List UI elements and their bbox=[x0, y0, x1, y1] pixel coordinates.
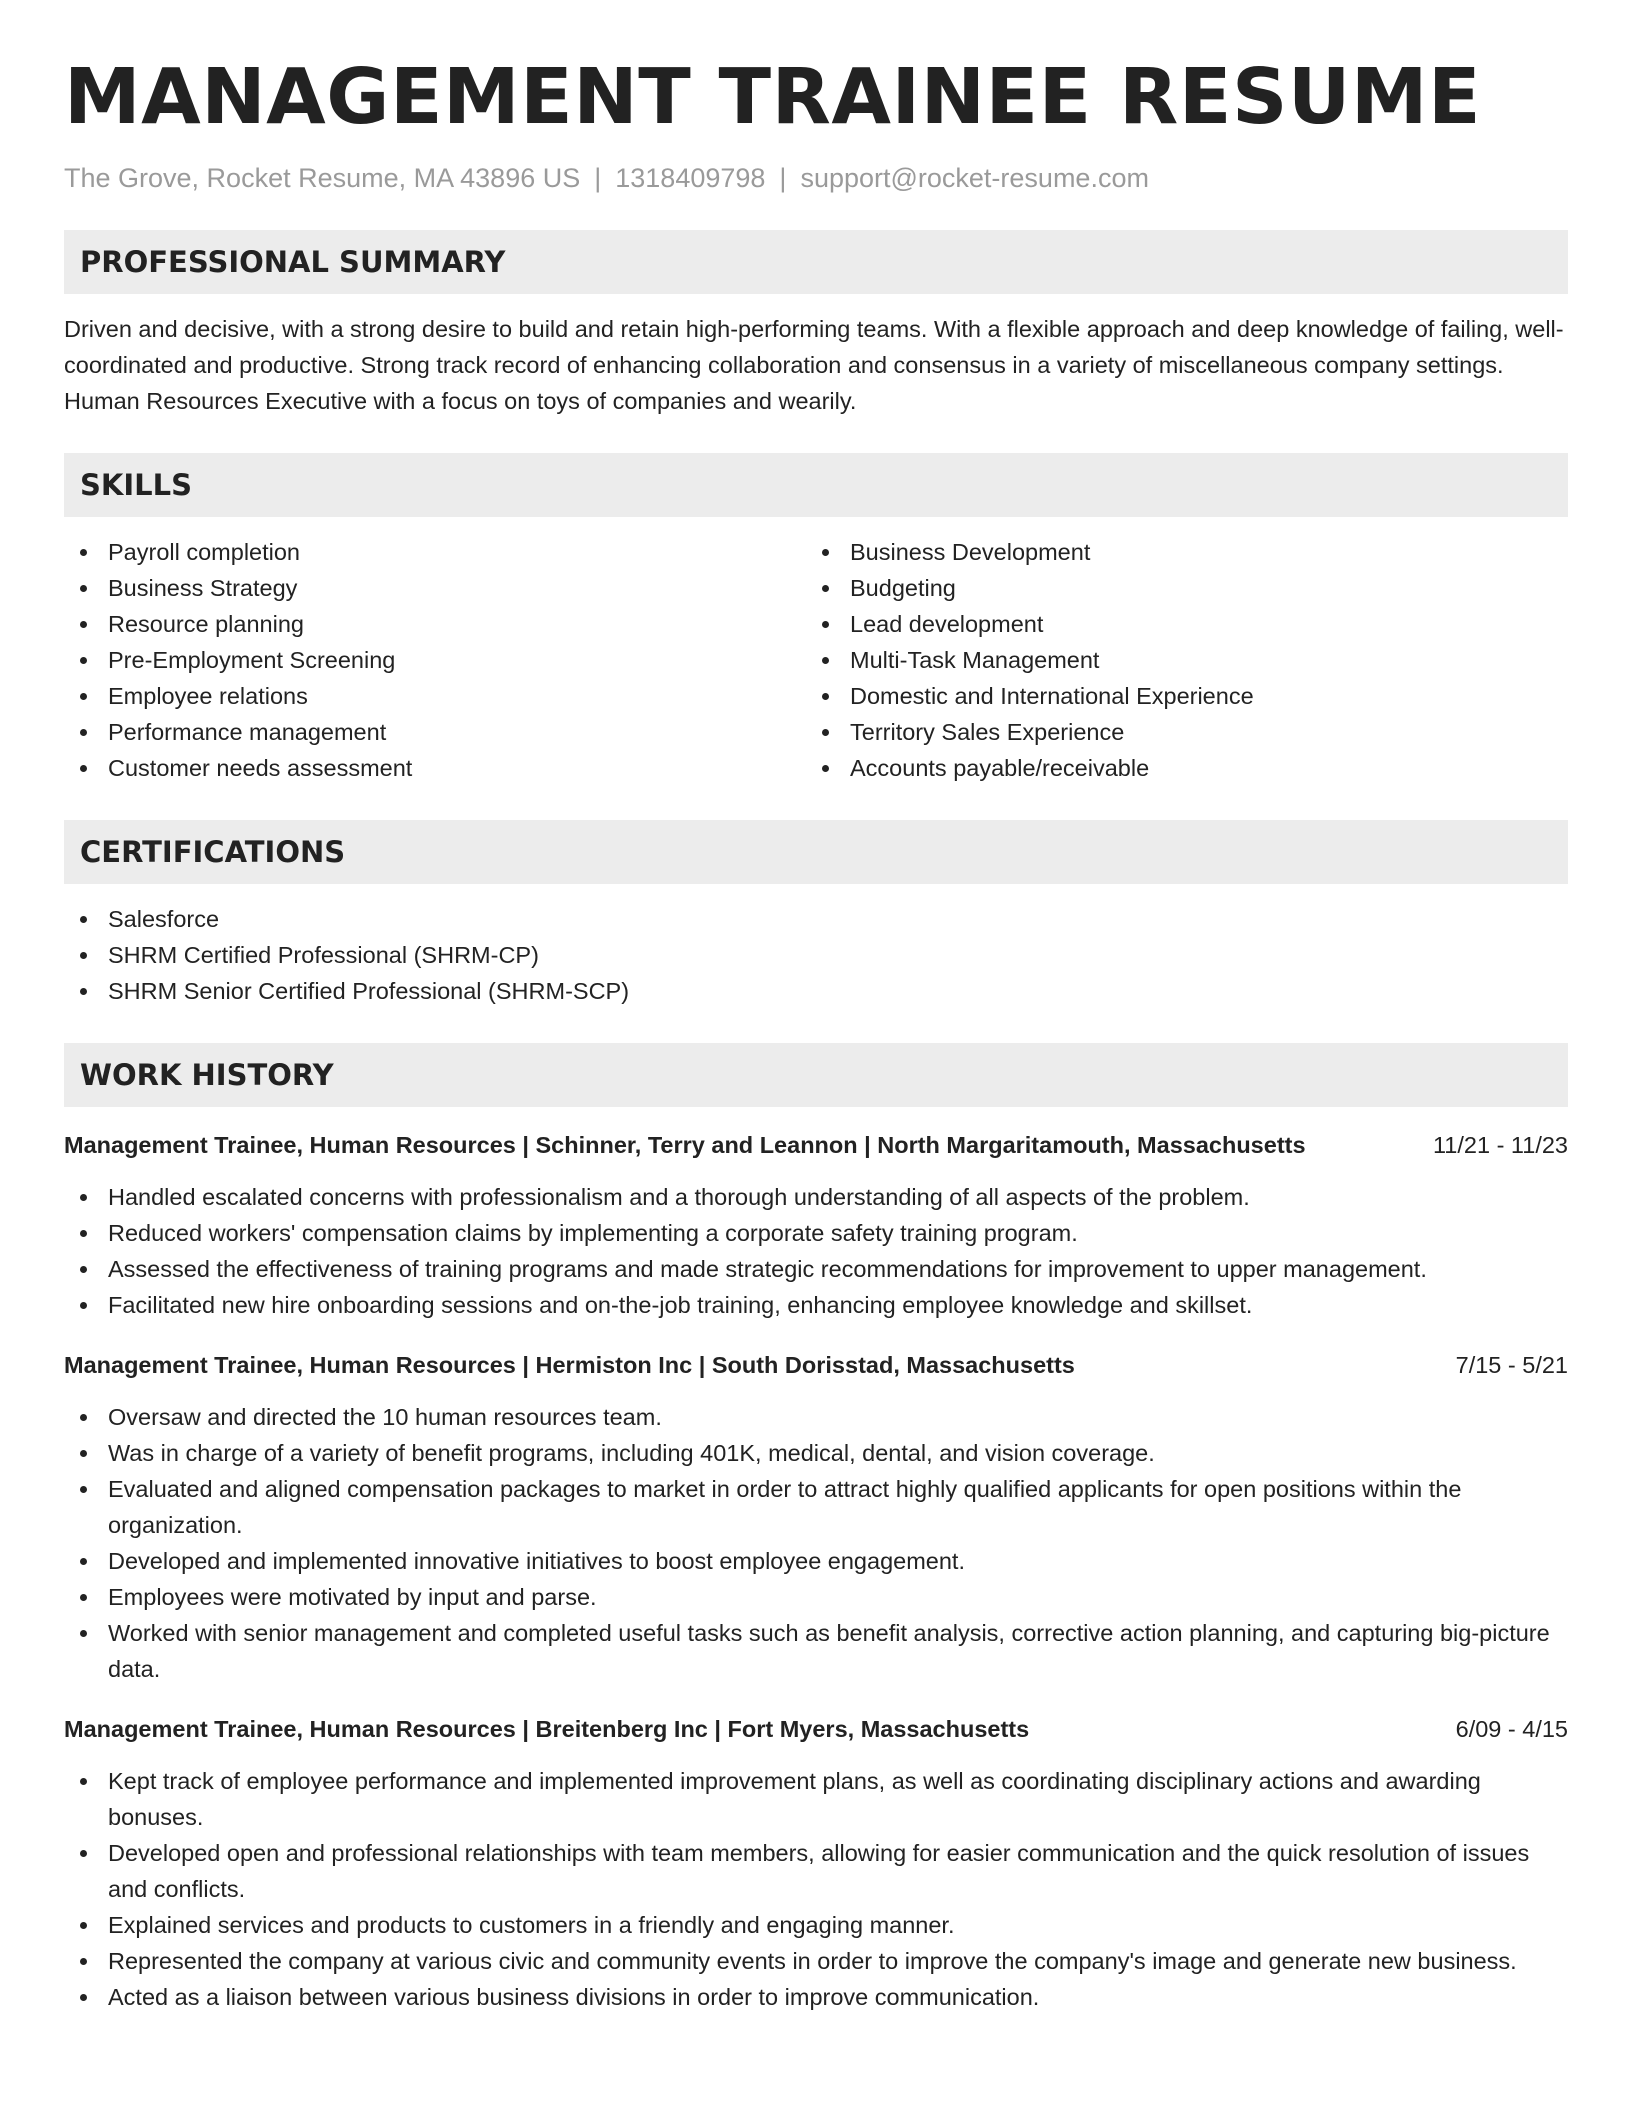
section-heading-certifications: CERTIFICATIONS bbox=[64, 820, 1568, 884]
job-bullet: Assessed the effectiveness of training programs and made strategic recommendations for improvement to upper management. bbox=[64, 1251, 1568, 1287]
job-bullets bbox=[64, 1399, 1568, 1687]
section-heading-summary: PROFESSIONAL SUMMARY bbox=[64, 230, 1568, 294]
job-bullet: Oversaw and directed the 10 human resources team. bbox=[64, 1399, 1568, 1435]
job-bullets bbox=[64, 1179, 1568, 1323]
contact-email: support@rocket-resume.com bbox=[800, 162, 1149, 193]
skill-item: Performance management bbox=[64, 714, 806, 750]
job-dates: 7/15 - 5/21 bbox=[1455, 1351, 1568, 1378]
contact-phone: 1318409798 bbox=[615, 162, 766, 193]
skills-column-right bbox=[806, 534, 1548, 786]
job-bullet: Acted as a liaison between various business divisions in order to improve communication. bbox=[64, 1979, 1568, 2015]
job-bullet: Represented the company at various civic and community events in order to improve the company's image and generate new business. bbox=[64, 1943, 1568, 1979]
job-bullet: Evaluated and aligned compensation packages to market in order to attract highly qualified applicants for open positions within the organization. bbox=[64, 1471, 1568, 1543]
job-entry bbox=[64, 1711, 1568, 2015]
skill-item: Employee relations bbox=[64, 678, 806, 714]
job-title: Management Trainee, Human Resources | Breitenberg Inc | Fort Myers, Massachusetts bbox=[64, 1715, 1030, 1742]
job-bullet: Reduced workers' compensation claims by implementing a corporate safety training program. bbox=[64, 1215, 1568, 1251]
skill-item: Lead development bbox=[806, 606, 1548, 642]
skill-item: Payroll completion bbox=[64, 534, 806, 570]
job-bullet: Kept track of employee performance and implemented improvement plans, as well as coordinating disciplinary actions and awarding bonuses. bbox=[64, 1763, 1568, 1835]
skills-list bbox=[64, 534, 1568, 786]
skill-item: Customer needs assessment bbox=[64, 750, 806, 786]
contact-separator: | bbox=[779, 162, 787, 193]
job-title: Management Trainee, Human Resources | Hermiston Inc | South Dorisstad, Massachusetts bbox=[64, 1351, 1075, 1378]
job-bullet: Developed open and professional relationships with team members, allowing for easier communication and the quick resolution of issues and conflicts. bbox=[64, 1835, 1568, 1907]
skill-item: Budgeting bbox=[806, 570, 1548, 606]
job-bullet: Explained services and products to customers in a friendly and engaging manner. bbox=[64, 1907, 1568, 1943]
job-bullet: Facilitated new hire onboarding sessions and on-the-job training, enhancing employee knowledge and skillset. bbox=[64, 1287, 1568, 1323]
job-dates: 6/09 - 4/15 bbox=[1455, 1715, 1568, 1742]
job-bullet: Employees were motivated by input and parse. bbox=[64, 1579, 1568, 1615]
contact-address: The Grove, Rocket Resume, MA 43896 US bbox=[64, 162, 581, 193]
job-entry bbox=[64, 1127, 1568, 1323]
skill-item: Domestic and International Experience bbox=[806, 678, 1548, 714]
skill-item: Business Strategy bbox=[64, 570, 806, 606]
job-bullets bbox=[64, 1763, 1568, 2015]
job-bullet: Developed and implemented innovative initiatives to boost employee engagement. bbox=[64, 1543, 1568, 1579]
summary-text: Driven and decisive, with a strong desire to build and retain high-performing teams. With a flexible approach and deep knowledge of failing, well-coordinated and productive. Strong track record of enhancing collaboration and consensus in a variety of miscellaneous company settings. Human Resources Executive with a focus on toys of companies and wearily. bbox=[64, 315, 1564, 414]
job-title: Management Trainee, Human Resources | Schinner, Terry and Leannon | North Margaritamouth, Massachusetts bbox=[64, 1131, 1306, 1158]
section-heading-work-history: WORK HISTORY bbox=[64, 1043, 1568, 1107]
job-dates: 11/21 - 11/23 bbox=[1432, 1131, 1568, 1158]
certification-item: SHRM Senior Certified Professional (SHRM-SCP) bbox=[64, 973, 1568, 1009]
certification-item: Salesforce bbox=[64, 901, 1568, 937]
skill-item: Pre-Employment Screening bbox=[64, 642, 806, 678]
certifications-list bbox=[64, 901, 1568, 1009]
contact-separator: | bbox=[594, 162, 602, 193]
skill-item: Resource planning bbox=[64, 606, 806, 642]
job-entry bbox=[64, 1347, 1568, 1687]
resume-title: MANAGEMENT TRAINEE RESUME bbox=[64, 53, 1482, 142]
skill-item: Multi-Task Management bbox=[806, 642, 1548, 678]
job-header bbox=[64, 1711, 1568, 1747]
skill-item: Territory Sales Experience bbox=[806, 714, 1548, 750]
section-heading-skills: SKILLS bbox=[64, 453, 1568, 517]
job-bullet: Handled escalated concerns with professionalism and a thorough understanding of all aspects of the problem. bbox=[64, 1179, 1568, 1215]
skill-item: Accounts payable/receivable bbox=[806, 750, 1548, 786]
job-bullet: Worked with senior management and completed useful tasks such as benefit analysis, corrective action planning, and capturing big-picture data. bbox=[64, 1615, 1568, 1687]
skills-column-left bbox=[64, 534, 806, 786]
skill-item: Business Development bbox=[806, 534, 1548, 570]
certification-item: SHRM Certified Professional (SHRM-CP) bbox=[64, 937, 1568, 973]
job-header bbox=[64, 1127, 1568, 1163]
job-header bbox=[64, 1347, 1568, 1383]
contact-line bbox=[64, 161, 1568, 196]
job-bullet: Was in charge of a variety of benefit programs, including 401K, medical, dental, and vision coverage. bbox=[64, 1435, 1568, 1471]
